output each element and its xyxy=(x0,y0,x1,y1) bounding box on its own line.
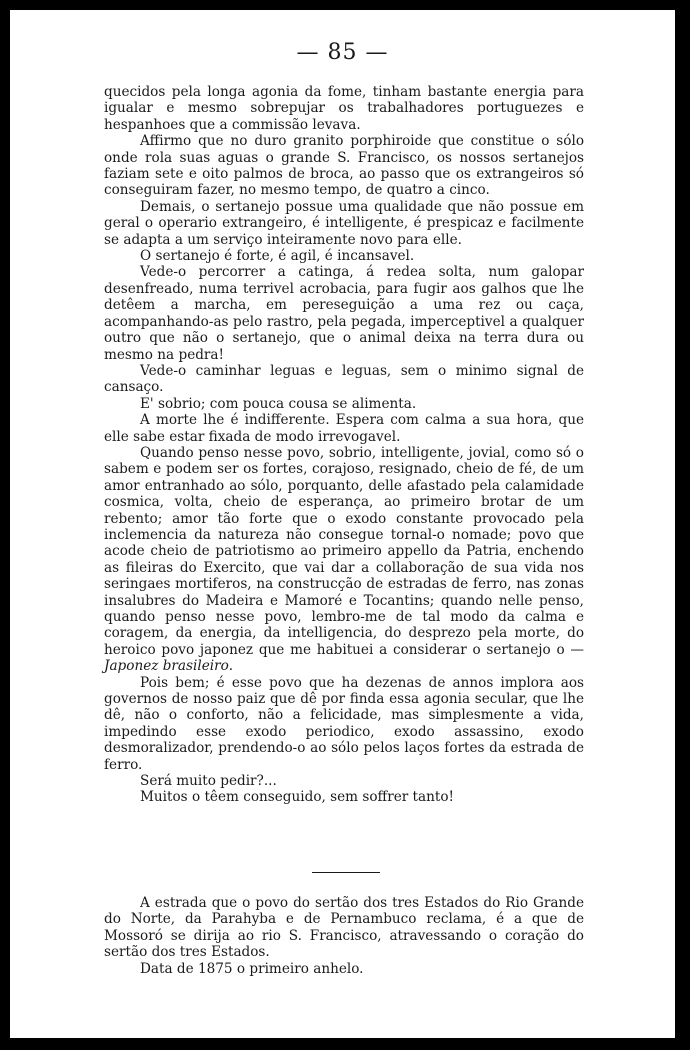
paragraph-9 xyxy=(104,445,584,675)
note-text xyxy=(104,895,584,977)
paragraph-9-end: . xyxy=(228,658,234,675)
paragraph-8: A morte lhe é indifferente. Espera com calma a sua hora, que elle sabe estar fixada de modo irrevogavel. xyxy=(104,412,584,445)
note-paragraph-2: Data de 1875 o primeiro anhelo. xyxy=(140,960,364,977)
paragraph-1: quecidos pela longa agonia da fome, tinham bastante energia para igualar e mesmo sobrepujar os trabalhadores portuguezes e hespanhoes que a commissão levava. xyxy=(104,84,584,133)
paragraph-10: Pois bem; é esse povo que ha dezenas de annos implora aos governos de nosso paiz que dê por finda essa agonia secular, que lhe dê, não o conforto, não a felicidade, mas simplesmente a vida, impedindo esse exodo periodico, exodo assassino, exodo desmoralizador, prendendo-o ao sólo pelos laços fortes da estrada de ferro. xyxy=(104,674,584,773)
paragraph-12: Muitos o têem conseguido, sem soffrer tanto! xyxy=(140,789,454,806)
paragraph-6: Vede-o caminhar leguas e leguas, sem o minimo signal de cansaço. xyxy=(104,362,584,396)
main-text xyxy=(104,84,584,806)
paragraph-11: Será muito pedir?... xyxy=(140,773,277,790)
paragraph-9-emphasis: Japonez brasileiro xyxy=(104,658,229,675)
paragraph-2: Affirmo que no duro granito porphiroide que constitue o sólo onde rola suas aguas o grande S. Francisco, os nossos sertanejos faziam sete e oito palmos de broca, ao passo que os extrangeiros só conseguiram fazer, no mesmo tempo, de quatro a cinco. xyxy=(104,133,584,199)
paragraph-7: E' sobrio; com pouca cousa se alimenta. xyxy=(140,395,417,412)
page-number: — 85 — xyxy=(296,40,389,65)
note-paragraph-1: A estrada que o povo do sertão dos tres Estados do Rio Grande do Norte, da Parahyba e de Pernambuco reclama, é a que de Mossoró se dirija ao rio S. Francisco, atravessando o coração do sertão dos tres Estados. xyxy=(104,895,584,961)
book-page xyxy=(10,10,675,1038)
section-divider xyxy=(312,872,380,873)
paragraph-4: O sertanejo é forte, é agil, é incansavel. xyxy=(140,248,415,265)
paragraph-5: Vede-o percorrer a catinga, á redea solta, num galopar desenfreado, numa terrivel acrobacia, para fugir aos galhos que lhe detêem a marcha, em pereseguição a uma rez ou caça, acompanhando-as pelo rastro, pela pegada, imperceptivel a qualquer outro que não o sertanejo, que o animal deixa na terra dura ou mesmo na pedra! xyxy=(104,264,584,363)
paragraph-9-text: Quando penso nesse povo, sobrio, intelligente, jovial, como só o sabem e podem ser os fortes, corajoso, resignado, cheio de fé, de um amor entranhado ao sólo, porquanto, delle afastado pela calamidade cosmica, volta, cheio de esperança, ao primeiro brotar de um rebento; amor tão forte que o exodo constante provocado pela inclemencia da natureza não consegue tornal-o nomade; povo que acode cheio de patriotismo ao primeiro appello da Patria, enchendo as fileiras do Exercito, que vai dar a collaboração de sua vida nos seringaes mortiferos, na construcção de estradas de ferro, nas zonas insalubres do Madeira e Mamoré e Tocantins; quando nelle penso, quando penso nesse povo, lembro-me de tal modo da calma e coragem, da energia, da intelligencia, do desprezo pela morte, do heroico povo japonez que me habituei a considerar o sertanejo o — xyxy=(104,444,584,658)
paragraph-3: Demais, o sertanejo possue uma qualidade que não possue em geral o operario extrangeiro, é intelligente, é prespicaz e facilmente se adapta a um serviço inteiramente novo para elle. xyxy=(104,198,584,248)
